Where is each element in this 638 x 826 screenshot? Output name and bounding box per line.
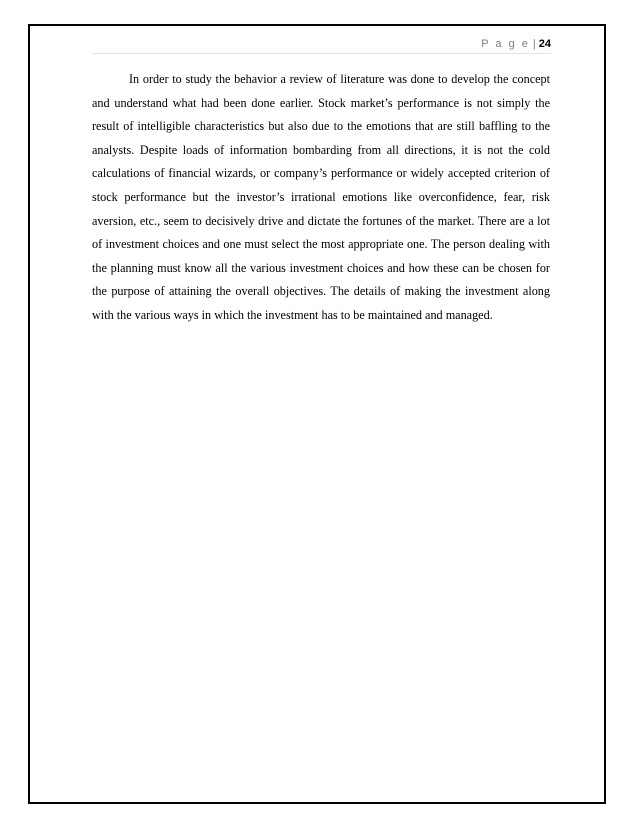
page-header [92, 38, 551, 50]
page-number: 24 [538, 38, 551, 50]
body-paragraph: In order to study the behavior a review of literature was done to develop the concept and understand what had been done earlier. Stock market’s performance is not simply the result of intelligible characteristics but also due to the emotions that are still baffling to the analysts. Despite loads of information bombarding from all directions, it is not the cold calculations of financial wizards, or company’s performance or widely accepted criterion of stock performance but the investor’s irrational emotions like overconfidence, fear, risk aversion, etc., seem to decisively drive and dictate the fortunes of the market. There are a lot of investment choices and one must select the most appropriate one. The person dealing with the planning must know all the various investment choices and how these can be chosen for the purpose of attaining the overall objectives. The details of making the investment along with the various ways in which the investment has to be maintained and managed. [92, 72, 550, 322]
header-rule [92, 53, 551, 54]
header-separator: | [532, 38, 536, 50]
page-label: P a g e [481, 38, 530, 50]
